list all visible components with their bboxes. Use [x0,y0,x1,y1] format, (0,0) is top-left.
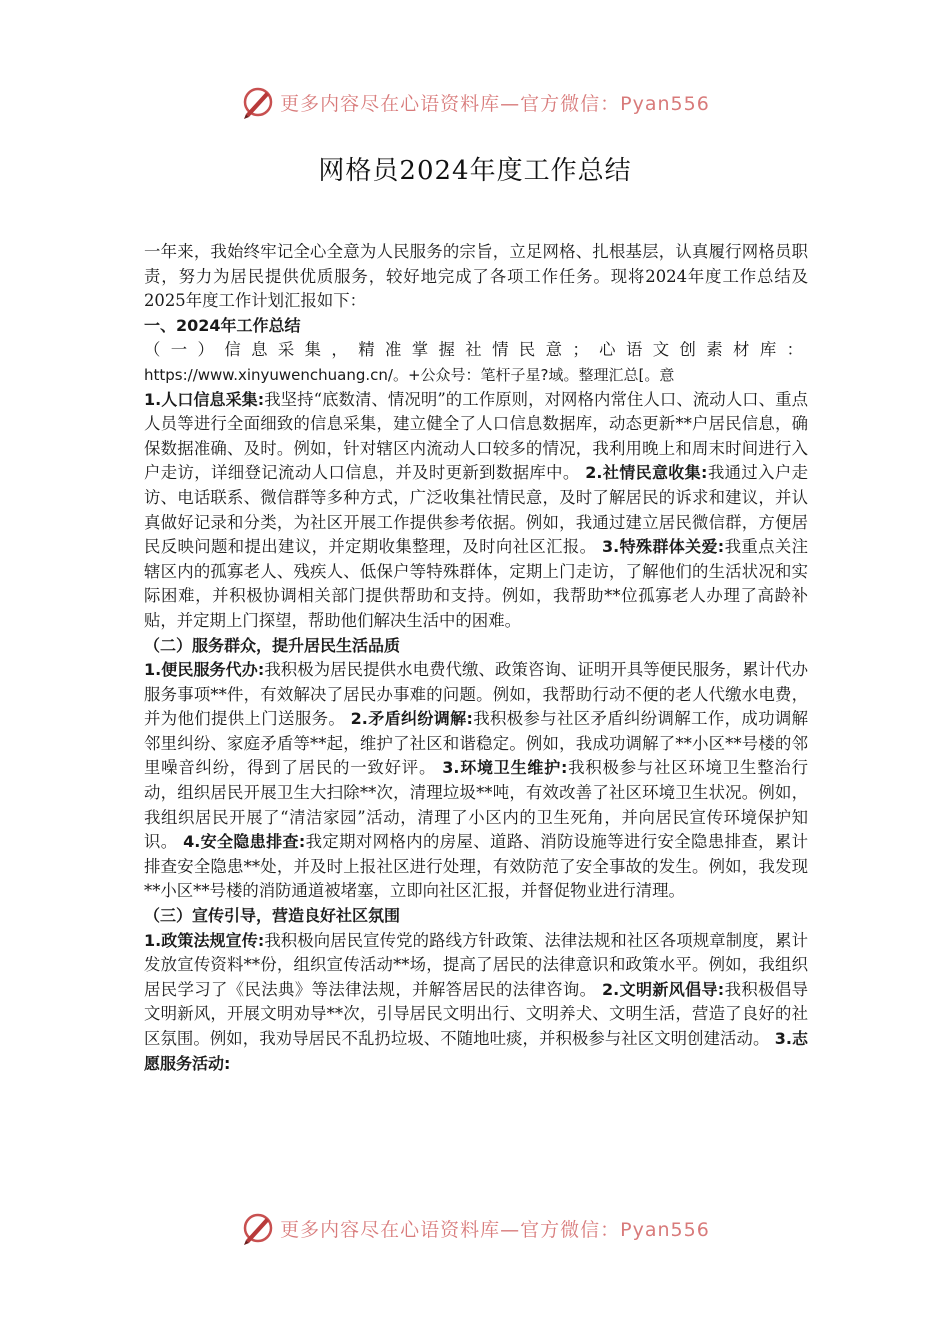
item-label: 4.安全隐患排查: [183,832,306,852]
watermark-banner-top [0,82,950,122]
watermark-text: 更多内容尽在心语资料库—官方微信：Pyan556 [280,92,710,115]
sub1-heading-text: （一）信息采集，精准掌握社情民意；心语文创素材库： [144,340,808,360]
item-label: 2.社情民意收集: [585,463,708,483]
item-text: 我积极参与社区环境卫生整治行动，组织居民开展卫生大扫除**次，清理垃圾**吨，有效改善了社区环境卫生状况。例如，我组织居民开展了“清洁家园”活动，清理了小区内的卫生死角，并向居民宣传环境保护知识。 [144,758,809,852]
item-label: 2.文明新风倡导: [602,979,725,999]
item-label: 3.特殊群体关爱: [602,537,725,557]
sub3-paragraph [144,929,808,1077]
item-label: 2.矛盾纠纷调解: [350,709,473,729]
pen-logo-icon [240,84,276,120]
item-text: 我积极为居民提供水电费代缴、政策咨询、证明开具等便民服务，累计代办服务事项**件，有效解决了居民办事难的问题。例如，我帮助行动不便的老人代缴水电费，并为他们提供上门送服务。 [144,660,808,729]
item-text: 我重点关注辖区内的孤寡老人、残疾人、低保户等特殊群体，定期上门走访，了解他们的生活状况和实际困难，并积极协调相关部门提供帮助和支持。例如，我帮助**位孤寡老人办理了高龄补贴，并定期上门探望，帮助他们解决生活中的困难。 [144,537,809,630]
item-label: 1.人口信息采集: [144,389,265,409]
item-label: 1.政策法规宣传: [144,930,265,950]
item-text: 我积极向居民宣传党的路线方针政策、法律法规和社区各项规章制度，累计发放宣传资料**份，组织宣传活动**场，提高了居民的法律意识和政策水平。例如，我组织居民学习了《民法典》等法律法规，并解答居民的法律咨询。 [144,930,808,999]
page-title: 网格员2024年度工作总结 [318,156,632,186]
pen-logo-icon [240,1210,276,1246]
sub1-heading [144,338,808,387]
section-heading-1: 一、2024年工作总结 [144,315,301,335]
item-label: 3.环境卫生维护: [442,758,568,778]
sub1-paragraph [144,388,808,634]
item-text: 我积极参与社区矛盾纠纷调解工作，成功调解邻里纠纷、家庭矛盾等**起，维护了社区和谐稳定。例如，我成功调解了**小区**号楼的邻里噪音纠纷，得到了居民的一致好评。 [144,709,808,778]
watermark-banner-bottom [0,1208,950,1248]
sub1-url: https://www.xinyuwenchuang.cn/。+公众号：笔杆子星?域。整理汇总[。意 [144,365,675,384]
item-text: 我积极倡导文明新风，开展文明劝导**次，引导居民文明出行、文明养犬、文明生活，营造了良好的社区氛围。例如，我劝导居民不乱扔垃圾、不随地吐痰，并积极参与社区文明创建活动。 [144,979,809,1048]
item-text: 我定期对网格内的房屋、道路、消防设施等进行安全隐患排查，累计排查安全隐患**处，并及时上报社区进行处理，有效防范了安全事故的发生。例如，我发现**小区**号楼的消防通道被堵塞，立即向社区汇报，并督促物业进行清理。 [144,832,808,901]
item-label: 1.便民服务代办: [144,660,265,680]
sub2-paragraph [144,658,808,904]
sub3-heading: （三）宣传引导，营造良好社区氛围 [144,906,401,926]
item-text: 我坚持“底数清、情况明”的工作原则，对网格内常住人口、流动人口、重点人员等进行全面细致的信息采集，建立健全了人口信息数据库，动态更新**户居民信息，确保数据准确、及时。例如，针对辖区内流动人口较多的情况，我利用晚上和周末时间进行入户走访，详细登记流动人口信息，并及时更新到数据库中。 [144,389,808,483]
sub2-heading: （二）服务群众，提升居民生活品质 [144,635,401,655]
item-label: 3.志愿服务活动: [144,1029,808,1073]
intro-paragraph: 一年来，我始终牢记全心全意为人民服务的宗旨，立足网格、扎根基层，认真履行网格员职责，努力为居民提供优质服务，较好地完成了各项工作任务。现将2024年度工作总结及2025年度工作计划汇报如下： [144,242,808,311]
item-text: 我通过入户走访、电话联系、微信群等多种方式，广泛收集社情民意，及时了解居民的诉求和建议，并认真做好记录和分类，为社区开展工作提供参考依据。例如，我通过建立居民微信群，方便居民反映问题和提出建议，并定期收集整理，及时向社区汇报。 [144,463,808,557]
document-body [144,240,808,1076]
watermark-text: 更多内容尽在心语资料库—官方微信：Pyan556 [280,1218,710,1241]
